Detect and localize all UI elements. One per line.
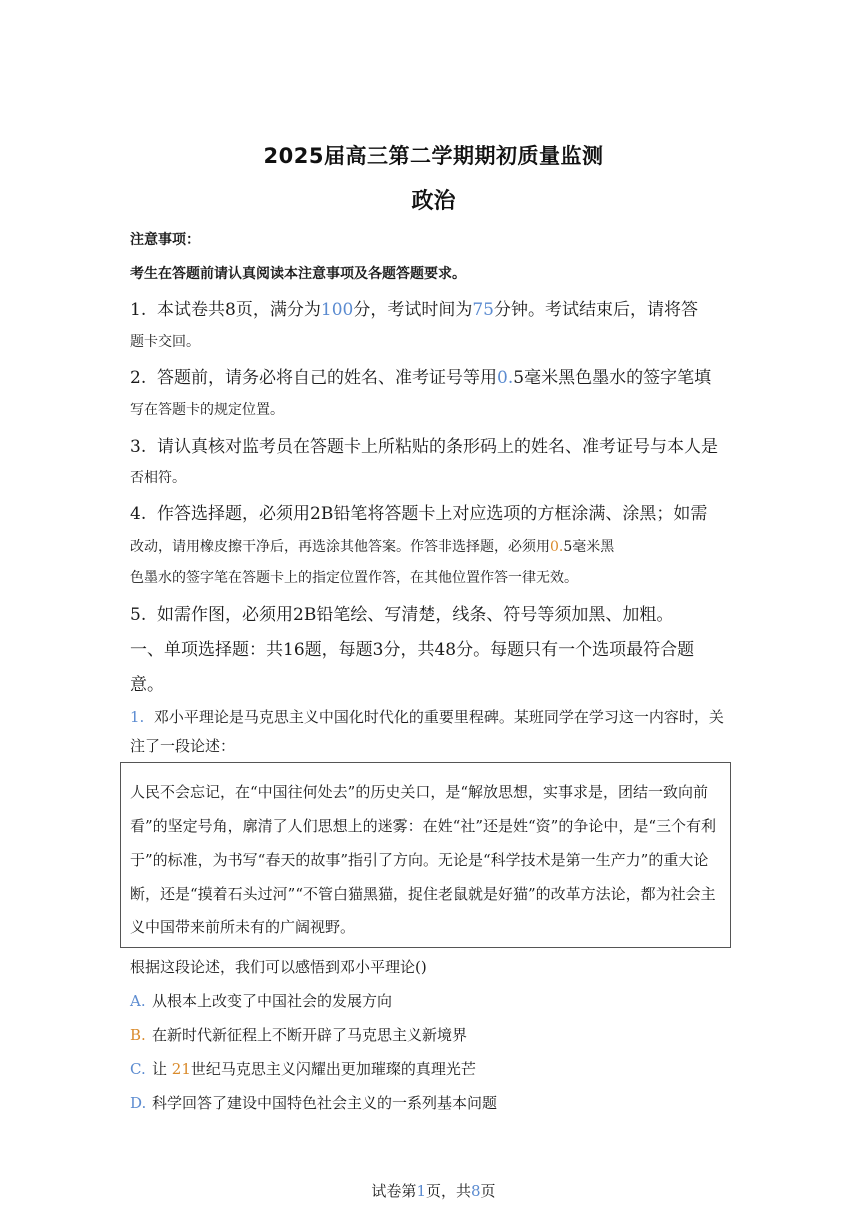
item-number: 5.	[130, 605, 147, 625]
option-b[interactable]	[130, 1024, 740, 1045]
option-text: 世纪马克思主义闪耀出更加璀璨的真理光芒	[190, 1060, 476, 1078]
option-a[interactable]	[130, 990, 740, 1011]
option-letter: D.	[130, 1094, 147, 1112]
quotation-box	[120, 762, 731, 948]
footer-text: 试卷第	[371, 1182, 417, 1200]
item-text: 答题前，请务必将自己的姓名、准考证号等用	[157, 368, 498, 388]
item-value: 75	[472, 300, 494, 320]
passage-line: 人民不会忘记，在“中国往何处去”的历史关口，是“解放思想，实事求是，团结一致向前	[130, 783, 709, 801]
item-text: 本试卷共8页，满分为	[157, 300, 321, 320]
option-letter: C.	[130, 1060, 146, 1078]
notice-item-2	[130, 363, 740, 388]
option-c[interactable]	[130, 1058, 740, 1079]
option-text: 从根本上改变了中国社会的发展方向	[152, 992, 393, 1010]
notice-intro: 考生在答题前请认真阅读本注意事项及各题答题要求。	[130, 266, 466, 282]
item-number: 2.	[130, 368, 147, 388]
subject-title: 政治	[411, 189, 456, 214]
question-text: 邓小平理论是马克思主义中国化时代化的重要里程碑。某班同学在学习这一内容时，关	[153, 708, 724, 726]
item-text: 5毫米黑色墨水的签字笔填	[513, 368, 712, 388]
page-footer	[0, 1180, 867, 1201]
option-letter: A.	[130, 992, 146, 1010]
item-value: 100	[320, 300, 354, 320]
item-text: 分钟。考试结束后，请将答	[493, 300, 698, 320]
item-text: 5毫米黑	[563, 539, 615, 555]
option-d[interactable]	[130, 1092, 740, 1113]
item-text: 作答选择题，必须用2B铅笔将答题卡上对应选项的方框涂满、涂黑；如需	[157, 504, 708, 524]
page-number: 1	[416, 1182, 426, 1200]
passage-line: 断，还是“摸着石头过河”“不管白猫黑猫，捉住老鼠就是好猫”的改革方法论，都为社会主	[130, 885, 716, 903]
notice-item-4-cont	[130, 536, 740, 556]
item-number: 1.	[130, 300, 147, 320]
notice-item-3-cont: 否相符。	[130, 470, 186, 486]
notice-item-4	[130, 499, 740, 524]
passage-line: 看”的坚定号角，廓清了人们思想上的迷雾：在姓“社”还是姓“资”的争论中，是“三个有利	[130, 817, 717, 835]
footer-text: 页	[480, 1182, 496, 1200]
option-letter: B.	[130, 1026, 146, 1044]
question-stem-cont: 注了一段论述：	[130, 737, 236, 755]
item-number: 3.	[130, 437, 147, 457]
item-text: 请认真核对监考员在答题卡上所粘贴的条形码上的姓名、准考证号与本人是	[157, 437, 719, 457]
question-stem	[130, 706, 740, 727]
section-header: 一、单项选择题：共16题，每题3分，共48分。每题只有一个选项最符合题	[130, 640, 695, 660]
notice-item-5	[130, 600, 740, 625]
notice-item-1	[130, 295, 740, 320]
question-number: 1.	[130, 708, 145, 726]
item-number: 4.	[130, 504, 147, 524]
option-text: 让	[152, 1060, 168, 1078]
passage-line: 义中国带来前所未有的广阔视野。	[130, 918, 356, 936]
item-value: 0.	[497, 368, 514, 388]
notice-item-4-cont2: 色墨水的签字笔在答题卡上的指定位置作答，在其他位置作答一律无效。	[130, 570, 578, 586]
exam-title: 2025届高三第二学期期初质量监测	[263, 144, 604, 168]
notice-item-2-cont: 写在答题卡的规定位置。	[130, 402, 284, 418]
item-text: 分，考试时间为	[353, 300, 473, 320]
question-prompt: 根据这段论述，我们可以感悟到邓小平理论()	[130, 958, 427, 976]
notice-item-1-cont: 题卡交回。	[130, 334, 200, 350]
option-text: 科学回答了建设中国特色社会主义的一系列基本问题	[152, 1094, 498, 1112]
passage-line: 于”的标准，为书写“春天的故事”指引了方向。无论是“科学技术是第一生产力”的重大论	[130, 851, 709, 869]
option-text: 在新时代新征程上不断开辟了马克思主义新境界	[152, 1026, 468, 1044]
notice-heading: 注意事项：	[130, 232, 200, 248]
option-value: 21	[171, 1060, 191, 1078]
item-value: 0.	[550, 539, 564, 555]
item-text: 改动，请用橡皮擦干净后，再选涂其他答案。作答非选择题，必须用	[130, 539, 550, 555]
footer-text: 页，共	[425, 1182, 471, 1200]
total-pages: 8	[471, 1182, 481, 1200]
notice-item-3	[130, 432, 740, 457]
item-text: 如需作图，必须用2B铅笔绘、写清楚，线条、符号等须加黑、加粗。	[157, 605, 674, 625]
section-header-cont: 意。	[130, 675, 164, 695]
